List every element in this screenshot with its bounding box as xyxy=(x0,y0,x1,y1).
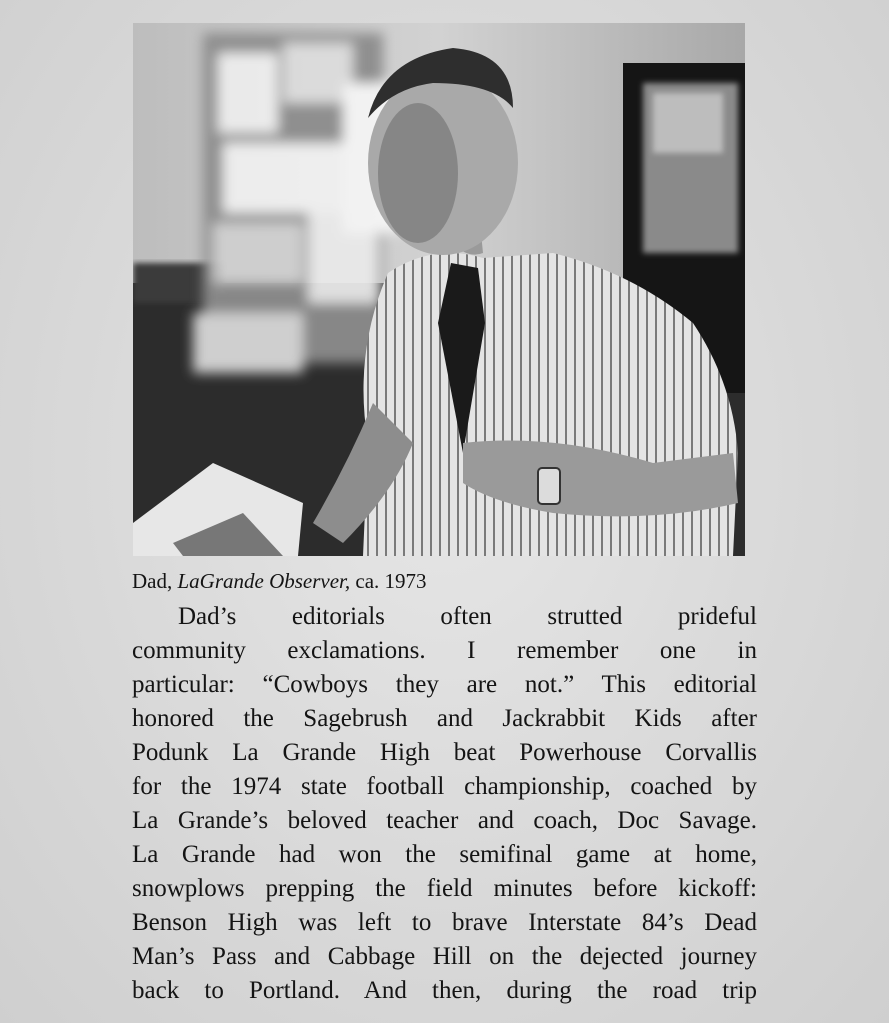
text-line: Podunk La Grande High beat Powerhouse Corvallis xyxy=(132,739,757,766)
text-line: community exclamations. I remember one in xyxy=(132,637,757,664)
photo-image xyxy=(133,23,745,556)
photograph xyxy=(133,23,745,556)
caption-publication: LaGrande Observer, xyxy=(177,569,351,593)
photo-caption xyxy=(132,567,772,595)
text-line: Benson High was left to brave Interstate 84’s Dead xyxy=(132,909,757,936)
text-line: particular: “Cowboys they are not.” This editorial xyxy=(132,671,757,698)
body-paragraph xyxy=(132,600,757,1008)
text-line: Man’s Pass and Cabbage Hill on the dejected journey xyxy=(132,943,757,970)
caption-prefix: Dad, xyxy=(132,569,178,593)
text-line: for the 1974 state football championship, coached by xyxy=(132,773,757,800)
text-line: La Grande’s beloved teacher and coach, Doc Savage. xyxy=(132,807,757,834)
text-line: honored the Sagebrush and Jackrabbit Kids after xyxy=(132,705,757,732)
text-line: snowplows prepping the field minutes before kickoff: xyxy=(132,875,757,902)
text-line: back to Portland. And then, during the road trip xyxy=(132,977,757,1004)
text-line: Dad’s editorials often strutted prideful xyxy=(178,603,757,630)
caption-suffix: ca. 1973 xyxy=(350,569,427,593)
text-line: La Grande had won the semifinal game at home, xyxy=(132,841,757,868)
